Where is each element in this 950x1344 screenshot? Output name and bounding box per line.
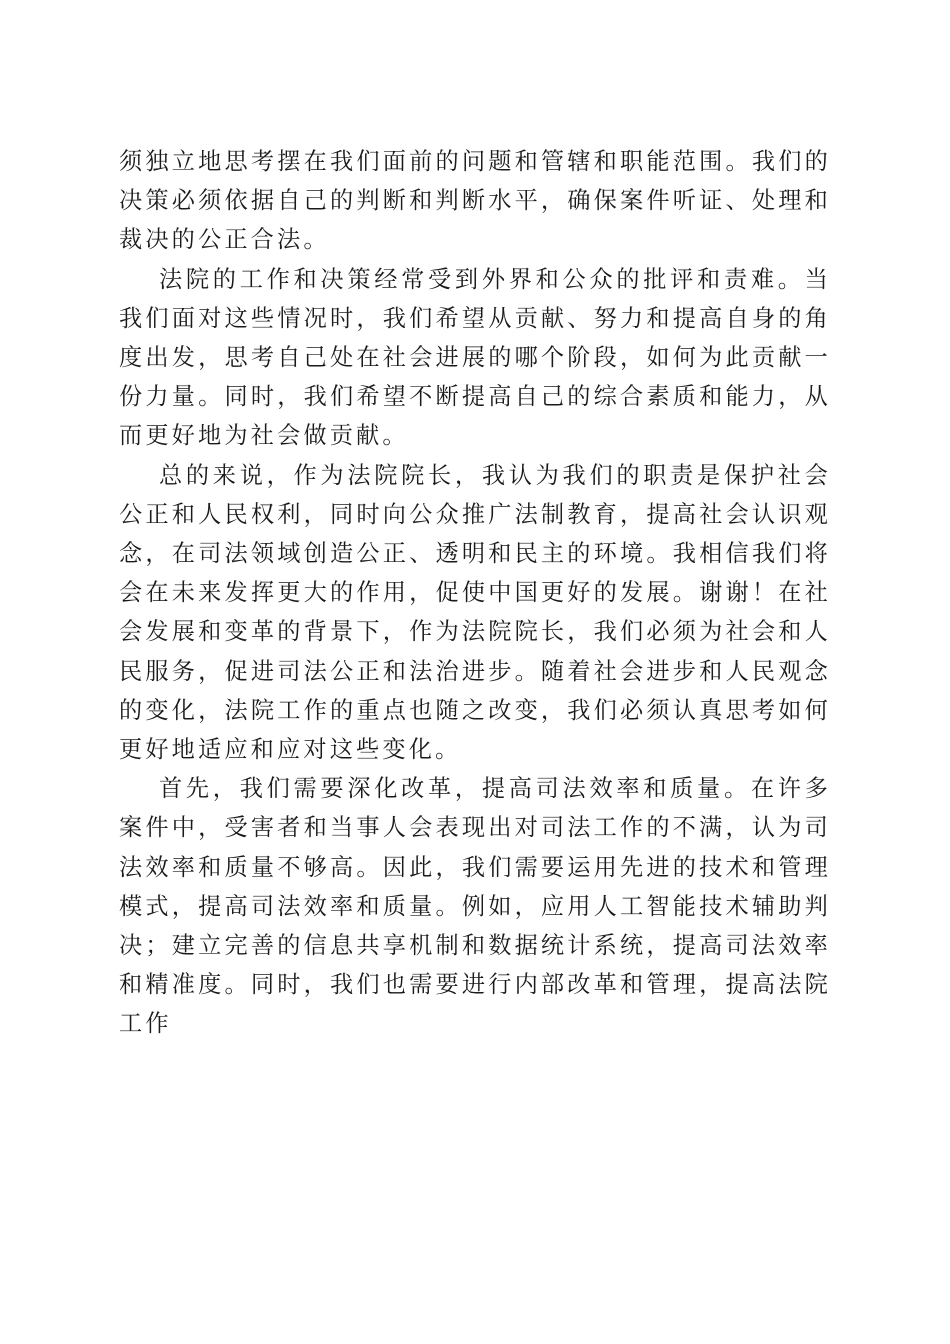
paragraph-3: 总的来说，作为法院院长，我认为我们的职责是保护社会公正和人民权利，同时向公众推广法制教育，提高社会认识观念，在司法领域创造公正、透明和民主的环境。我相信我们将会在未来发挥更大的作用，促使中国更好的发展。谢谢！在社会发展和变革的背景下，作为法院院长，我们必须为社会和人民服务，促进司法公正和法治进步。随着社会进步和人民观念的变化，法院工作的重点也随之改变，我们必须认真思考如何更好地适应和应对这些变化。 <box>119 461 831 764</box>
document-body <box>119 142 831 1044</box>
paragraph-1: 须独立地思考摆在我们面前的问题和管辖和职能范围。我们的决策必须依据自己的判断和判断水平，确保案件听证、处理和裁决的公正合法。 <box>119 148 831 254</box>
paragraph-4: 首先，我们需要深化改革，提高司法效率和质量。在许多案件中，受害者和当事人会表现出对司法工作的不满，认为司法效率和质量不够高。因此，我们需要运用先进的技术和管理模式，提高司法效率和质量。例如，应用人工智能技术辅助判决；建立完善的信息共享机制和数据统计系统，提高司法效率和精准度。同时，我们也需要进行内部改革和管理，提高法院工作 <box>119 775 831 1038</box>
paragraph-2: 法院的工作和决策经常受到外界和公众的批评和责难。当我们面对这些情况时，我们希望从贡献、努力和提高自身的角度出发，思考自己处在社会进展的哪个阶段，如何为此贡献一份力量。同时，我们希望不断提高自己的综合素质和能力，从而更好地为社会做贡献。 <box>119 265 831 450</box>
